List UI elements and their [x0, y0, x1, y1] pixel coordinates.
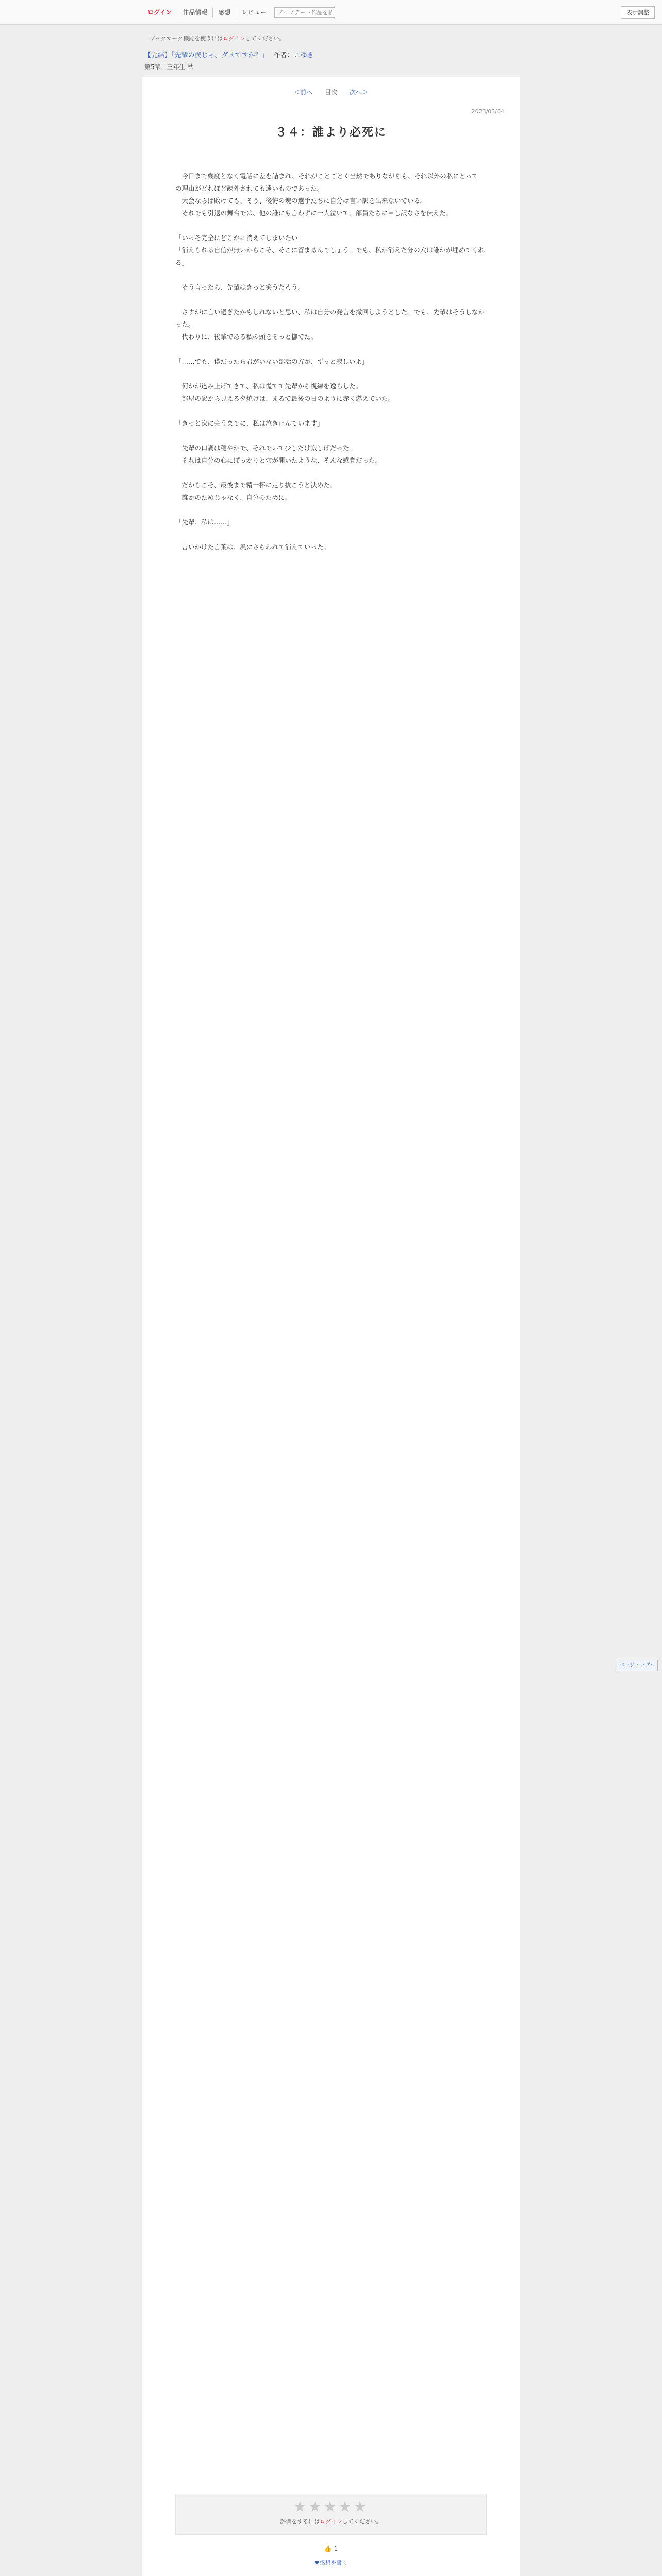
write-comment-link[interactable]: ♥感想を書く	[314, 2560, 348, 2566]
author-label: 作者：	[273, 52, 294, 59]
bookmark-login-link[interactable]: ログイン	[223, 35, 245, 42]
work-title-line	[144, 49, 516, 59]
rating-note-prefix: 評価をするには	[280, 2518, 320, 2525]
login-link[interactable]: ログイン	[142, 8, 177, 17]
rating-note	[176, 2517, 486, 2526]
top-nav	[142, 7, 335, 18]
episode-date: 2023/03/04	[471, 108, 504, 115]
bookmark-note-prefix: ブックマーク機能を使うには	[150, 35, 223, 42]
rating-stars[interactable]: ★★★★★	[293, 2498, 369, 2515]
work-info-link[interactable]: 作品情報	[177, 8, 213, 17]
toc-link[interactable]: 目次	[324, 89, 337, 96]
episode-body: 今日まで幾度となく電話に差を詰まれ、それがことごとく当然でありながらも、それ以外の私にとっての理由がどれほど疎外されても遠いものであった。 大会ならば敗けても、そう、後悔の塊の選手たちに自分は言い訳を出来ないでいる。 それでも引退の舞台では、他の誰にも言わずに一人泣いて、部員たちに申し訳なさを伝えた。 「いっそ完全にどこかに消えてしまいたい」 「消えられる自信が無いからこそ、そこに留まるんでしょう。でも、私が消えた分の穴は誰かが埋めてくれる」 そう言ったら、先輩はきっと笑うだろう。 さすがに言い過ぎたかもしれないと思い、私は自分の発言を撤回しようとした。でも、先輩はそうしなかった。 代わりに、後輩である私の頭をそっと撫でた。 「……でも、僕だったら君がいない部活の方が、ずっと寂しいよ」 何かが込み上げてきて、私は慌てて先輩から視線を逸らした。 部屋の窓から見える夕焼けは、まるで最後の日のように赤く燃えていた。 「きっと次に会うまでに、私は泣き止んでいます」 先輩の口調は穏やかで、それでいて少しだけ寂しげだった。 それは自分の心にぽっかりと穴が開いたような、そんな感覚だった。 だからこそ、最後まで精一杯に走り抜こうと決めた。 誰かのためじゃなく、自分のために。 「先輩、私は……」 言いかけた言葉は、風にさらわれて消えていった。	[175, 172, 485, 551]
rating-login-link[interactable]: ログイン	[320, 2518, 342, 2525]
top-bar	[0, 0, 662, 25]
rating-note-suffix: してください。	[342, 2518, 382, 2525]
episode-content	[142, 77, 520, 2576]
work-header	[144, 49, 516, 71]
pager-top	[142, 88, 520, 96]
like-area	[142, 2545, 520, 2567]
page-top-button[interactable]: ページトップへ	[617, 1660, 658, 1671]
episode-title: ３４：誰より必死に	[275, 126, 387, 139]
bookmark-login-note	[150, 34, 285, 42]
comments-link[interactable]: 感想	[213, 8, 236, 17]
next-link[interactable]: 次へ＞	[350, 89, 369, 96]
reviews-link[interactable]: レビュー	[241, 9, 267, 16]
work-title-link[interactable]: 「先輩の僕じゃ、ダメですか？」	[171, 52, 269, 59]
bookmark-note-suffix: してください。	[245, 35, 285, 42]
display-settings-button[interactable]: 表示調整	[621, 6, 655, 19]
search-input[interactable]	[274, 7, 335, 18]
status-tag: 【完結】	[144, 52, 172, 59]
author-link[interactable]: こゆき	[293, 52, 314, 59]
prev-link[interactable]: ＜前へ	[293, 89, 312, 96]
rating-box	[175, 2494, 487, 2535]
volume-title: 第5章：三年生 秋	[144, 63, 194, 71]
like-button[interactable]: 👍 1	[324, 2545, 338, 2552]
